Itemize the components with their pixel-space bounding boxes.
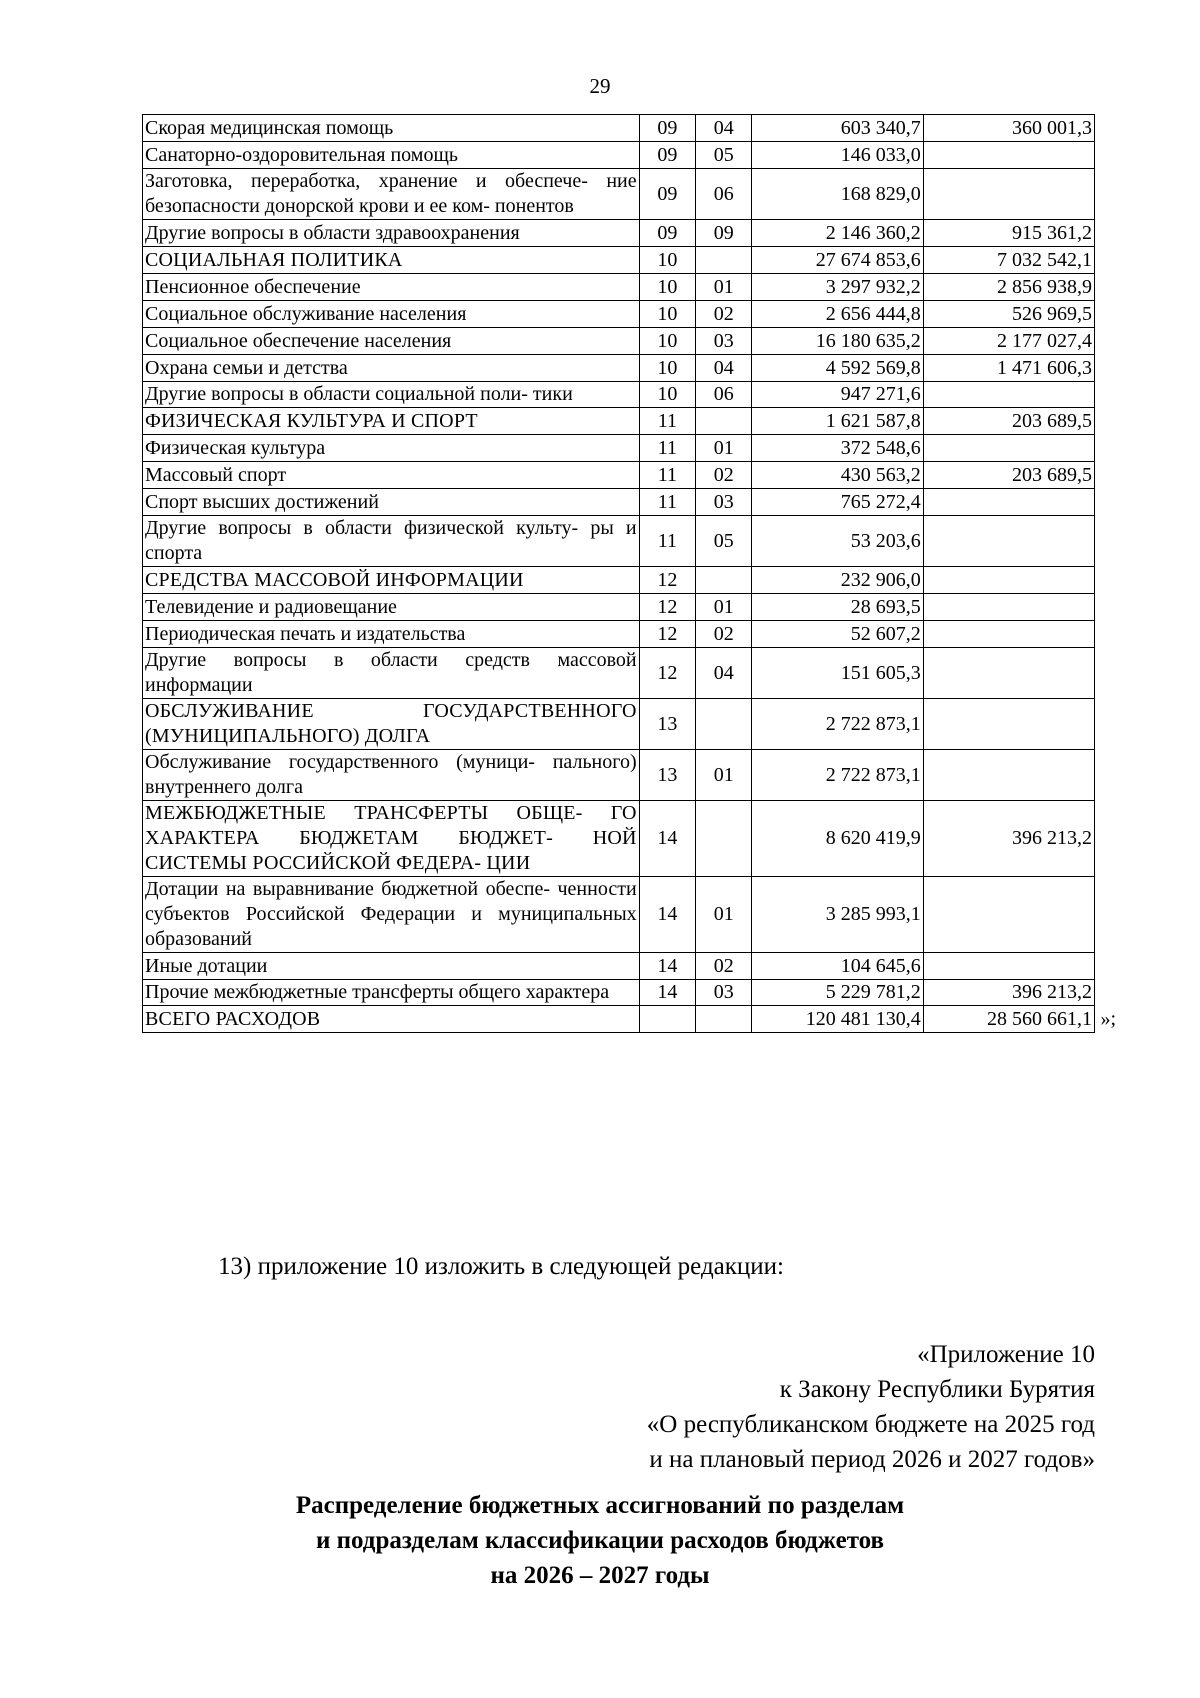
row-section-code: 14 <box>639 801 695 877</box>
row-amount-2027: 360 001,3 <box>923 115 1094 142</box>
row-name-cell: Спорт высших достижений <box>143 489 640 516</box>
row-section-code: 10 <box>639 355 695 382</box>
row-name-cell: Обслуживание государственного (муници- пального) внутреннего долга <box>143 750 640 801</box>
row-amount-2026: 120 481 130,4 <box>752 1006 923 1033</box>
row-amount-2027: 396 213,2 <box>923 980 1094 1006</box>
row-amount-2026: 765 272,4 <box>752 489 923 516</box>
row-section-code: 09 <box>639 142 695 169</box>
table-row <box>143 648 1095 699</box>
table-row <box>143 462 1095 489</box>
row-amount-2026: 2 722 873,1 <box>752 699 923 750</box>
row-section-code: 10 <box>639 328 695 355</box>
row-section-code: 09 <box>639 220 695 247</box>
row-section-code: 10 <box>639 382 695 408</box>
row-amount-2026: 104 645,6 <box>752 953 923 980</box>
row-name-cell: ОБСЛУЖИВАНИЕ ГОСУДАРСТВЕННОГО (МУНИЦИПАЛЬНОГО) ДОЛГА <box>143 699 640 750</box>
row-amount-2026: 2 722 873,1 <box>752 750 923 801</box>
row-section-code: 13 <box>639 699 695 750</box>
row-amount-2026: 3 297 932,2 <box>752 274 923 301</box>
row-section-code: 09 <box>639 115 695 142</box>
row-amount-2027 <box>923 489 1094 516</box>
title-line-2: и подразделам классификации расходов бюджетов <box>315 1527 885 1554</box>
table-row <box>143 877 1095 953</box>
row-subsection-code: 04 <box>696 648 752 699</box>
row-amount-2027: 203 689,5 <box>923 408 1094 435</box>
row-amount-2027 <box>923 169 1094 220</box>
row-amount-2027 <box>923 594 1094 621</box>
row-section-code: 09 <box>639 169 695 220</box>
row-name-cell: Социальное обслуживание населения <box>143 301 640 328</box>
row-name-cell: Дотации на выравнивание бюджетной обеспе- ченности субъектов Российской Федерации и муниципальных образований <box>143 877 640 953</box>
row-section-code: 12 <box>639 567 695 594</box>
row-subsection-code: 04 <box>696 355 752 382</box>
table-row <box>143 699 1095 750</box>
table-row <box>143 382 1095 408</box>
row-subsection-code: 06 <box>696 382 752 408</box>
amendment-paragraph: 13) приложение 10 изложить в следующей редакции: <box>218 1253 784 1280</box>
row-section-code: 10 <box>639 247 695 274</box>
title-line-1: Распределение бюджетных ассигнований по разделам <box>295 1492 905 1519</box>
row-section-code: 11 <box>639 489 695 516</box>
row-name-cell: Физическая культура <box>143 435 640 462</box>
row-section-code: 14 <box>639 877 695 953</box>
row-section-code: 10 <box>639 274 695 301</box>
table-row <box>143 355 1095 382</box>
table-row <box>143 516 1095 567</box>
row-amount-2027 <box>923 699 1094 750</box>
row-section-code: 12 <box>639 621 695 648</box>
page-number: 29 <box>589 74 611 98</box>
row-amount-2026: 232 906,0 <box>752 567 923 594</box>
row-name-cell: ФИЗИЧЕСКАЯ КУЛЬТУРА И СПОРТ <box>143 408 640 435</box>
row-amount-2026: 2 656 444,8 <box>752 301 923 328</box>
appendix-line-3: «О республиканском бюджете на 2025 год <box>646 1411 1095 1438</box>
row-subsection-code <box>696 567 752 594</box>
row-name-cell: Другие вопросы в области физической культу- ры и спорта <box>143 516 640 567</box>
table-row <box>143 169 1095 220</box>
row-subsection-code <box>696 1006 752 1033</box>
table-row <box>143 567 1095 594</box>
row-subsection-code: 02 <box>696 953 752 980</box>
appendix-line-4: и на плановый период 2026 и 2027 годов» <box>649 1446 1095 1473</box>
row-section-code: 10 <box>639 301 695 328</box>
row-amount-2027: 2 177 027,4 <box>923 328 1094 355</box>
row-subsection-code: 01 <box>696 274 752 301</box>
closing-quote-mark: »; <box>1100 1007 1116 1030</box>
row-section-code: 11 <box>639 435 695 462</box>
row-amount-2026: 430 563,2 <box>752 462 923 489</box>
row-amount-2026: 168 829,0 <box>752 169 923 220</box>
row-section-code: 11 <box>639 516 695 567</box>
row-section-code: 11 <box>639 462 695 489</box>
row-section-code: 14 <box>639 980 695 1006</box>
table-row <box>143 301 1095 328</box>
row-name-cell: МЕЖБЮДЖЕТНЫЕ ТРАНСФЕРТЫ ОБЩЕ- ГО ХАРАКТЕРА БЮДЖЕТАМ БЮДЖЕТ- НОЙ СИСТЕМЫ РОССИЙСКОЙ ФЕДЕРА- ЦИИ <box>143 801 640 877</box>
row-amount-2026: 16 180 635,2 <box>752 328 923 355</box>
row-amount-2027 <box>923 953 1094 980</box>
row-name-cell: Массовый спорт <box>143 462 640 489</box>
row-subsection-code: 04 <box>696 115 752 142</box>
row-section-code <box>639 1006 695 1033</box>
row-amount-2027 <box>923 621 1094 648</box>
row-amount-2027: 915 361,2 <box>923 220 1094 247</box>
table-row <box>143 274 1095 301</box>
row-amount-2026: 4 592 569,8 <box>752 355 923 382</box>
row-name-cell: Пенсионное обеспечение <box>143 274 640 301</box>
row-name-cell: Заготовка, переработка, хранение и обеспече- ние безопасности донорской крови и ее ком- понентов <box>143 169 640 220</box>
row-name-cell: Другие вопросы в области здравоохранения <box>143 220 640 247</box>
row-amount-2027 <box>923 382 1094 408</box>
row-amount-2026: 52 607,2 <box>752 621 923 648</box>
row-amount-2026: 3 285 993,1 <box>752 877 923 953</box>
row-amount-2027 <box>923 567 1094 594</box>
row-amount-2027 <box>923 435 1094 462</box>
row-amount-2027 <box>923 877 1094 953</box>
budget-table <box>142 114 1116 1033</box>
row-amount-2026: 372 548,6 <box>752 435 923 462</box>
table-row <box>143 328 1095 355</box>
row-amount-2026: 5 229 781,2 <box>752 980 923 1006</box>
table-row <box>143 115 1095 142</box>
row-amount-2027 <box>923 516 1094 567</box>
row-name-cell: СРЕДСТВА МАССОВОЙ ИНФОРМАЦИИ <box>143 567 640 594</box>
row-name-cell: Телевидение и радиовещание <box>143 594 640 621</box>
row-amount-2027: 28 560 661,1 »; <box>923 1006 1094 1033</box>
budget-table-body <box>143 115 1116 1033</box>
row-amount-2027 <box>923 142 1094 169</box>
row-section-code: 12 <box>639 594 695 621</box>
row-amount-2026: 8 620 419,9 <box>752 801 923 877</box>
table-row <box>143 489 1095 516</box>
row-subsection-code: 02 <box>696 301 752 328</box>
document-title <box>0 1488 1200 1593</box>
row-subsection-code: 01 <box>696 750 752 801</box>
table-row <box>143 435 1095 462</box>
table-row <box>143 801 1095 877</box>
table-row <box>143 980 1095 1006</box>
row-amount-2027 <box>923 648 1094 699</box>
row-subsection-code: 03 <box>696 980 752 1006</box>
row-amount-2026: 53 203,6 <box>752 516 923 567</box>
row-amount-2027: 7 032 542,1 <box>923 247 1094 274</box>
row-name-cell: Прочие межбюджетные трансферты общего характера <box>143 980 640 1006</box>
table-row <box>143 621 1095 648</box>
row-amount-2026: 2 146 360,2 <box>752 220 923 247</box>
table-row <box>143 408 1095 435</box>
table-row <box>143 142 1095 169</box>
row-name-cell: Скорая медицинская помощь <box>143 115 640 142</box>
row-amount-2026: 28 693,5 <box>752 594 923 621</box>
row-name-cell: ВСЕГО РАСХОДОВ <box>143 1006 640 1033</box>
row-amount-2026: 947 271,6 <box>752 382 923 408</box>
row-amount-2027 <box>923 750 1094 801</box>
row-subsection-code <box>696 408 752 435</box>
row-name-cell: Иные дотации <box>143 953 640 980</box>
row-subsection-code <box>696 247 752 274</box>
row-amount-2027: 396 213,2 <box>923 801 1094 877</box>
appendix-line-1: «Приложение 10 <box>917 1341 1095 1368</box>
appendix-line-2: к Закону Республики Бурятия <box>779 1376 1095 1403</box>
table-row <box>143 220 1095 247</box>
row-section-code: 14 <box>639 953 695 980</box>
row-name-cell: Охрана семьи и детства <box>143 355 640 382</box>
row-section-code: 13 <box>639 750 695 801</box>
row-subsection-code: 02 <box>696 462 752 489</box>
row-name-cell: Другие вопросы в области социальной поли- тики <box>143 382 640 408</box>
row-subsection-code: 03 <box>696 328 752 355</box>
row-name-cell: Другие вопросы в области средств массовой информации <box>143 648 640 699</box>
row-subsection-code: 06 <box>696 169 752 220</box>
row-subsection-code: 01 <box>696 877 752 953</box>
row-name-cell: Социальное обеспечение населения <box>143 328 640 355</box>
table-row <box>143 750 1095 801</box>
row-amount-2026: 603 340,7 <box>752 115 923 142</box>
row-subsection-code: 05 <box>696 516 752 567</box>
appendix-header <box>647 1337 1095 1477</box>
row-amount-2027: 1 471 606,3 <box>923 355 1094 382</box>
row-subsection-code: 01 <box>696 435 752 462</box>
row-section-code: 11 <box>639 408 695 435</box>
row-name-cell: Периодическая печать и издательства <box>143 621 640 648</box>
title-line-3: на 2026 – 2027 годы <box>490 1562 710 1589</box>
row-subsection-code: 05 <box>696 142 752 169</box>
table-row <box>143 953 1095 980</box>
table-row <box>143 594 1095 621</box>
row-name-cell: СОЦИАЛЬНАЯ ПОЛИТИКА <box>143 247 640 274</box>
row-amount-2027: 2 856 938,9 <box>923 274 1094 301</box>
row-amount-2027: 203 689,5 <box>923 462 1094 489</box>
row-name-cell: Санаторно-оздоровительная помощь <box>143 142 640 169</box>
row-subsection-code <box>696 801 752 877</box>
row-amount-2026: 27 674 853,6 <box>752 247 923 274</box>
row-section-code: 12 <box>639 648 695 699</box>
row-subsection-code <box>696 699 752 750</box>
row-subsection-code: 02 <box>696 621 752 648</box>
row-amount-2027: 526 969,5 <box>923 301 1094 328</box>
row-amount-2026: 1 621 587,8 <box>752 408 923 435</box>
row-amount-2026: 151 605,3 <box>752 648 923 699</box>
row-subsection-code: 03 <box>696 489 752 516</box>
row-amount-2026: 146 033,0 <box>752 142 923 169</box>
table-row <box>143 247 1095 274</box>
row-subsection-code: 01 <box>696 594 752 621</box>
row-subsection-code: 09 <box>696 220 752 247</box>
table-row <box>143 1006 1095 1033</box>
